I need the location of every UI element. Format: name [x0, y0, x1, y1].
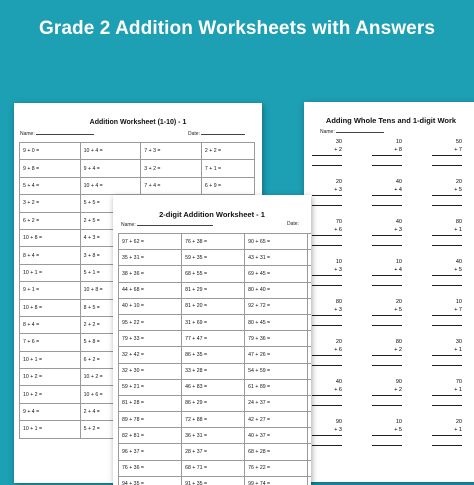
problem-cell: 10 + 4 = [80, 143, 141, 160]
addend-top: 20 [335, 179, 342, 185]
problem-cell: 10 + 2 = [20, 369, 81, 386]
sum-rule [312, 195, 342, 196]
answer-line [432, 445, 462, 446]
problem-cell: 33 + 28 = [182, 363, 245, 379]
problem-cell: 92 + 72 = [245, 298, 308, 314]
table-row [20, 177, 255, 194]
addend-top: 10 [335, 259, 342, 265]
addend-bottom: + 3 [394, 227, 402, 233]
problem-cell: 44 + 68 = [119, 282, 182, 298]
table-row [119, 331, 312, 347]
answer-line [312, 325, 342, 326]
sum-rule [312, 235, 342, 236]
vertical-problem [432, 138, 462, 166]
problem-cell: 38 + 36 = [119, 266, 182, 282]
sum-rule [312, 155, 342, 156]
sum-rule [372, 395, 402, 396]
vertical-problem [372, 418, 402, 446]
problem-cell: 5 + 8 = [80, 334, 141, 351]
problem-cell: 28 + 37 = [182, 444, 245, 460]
table-row [119, 395, 312, 411]
addend-top: 80 [395, 339, 402, 345]
problem-cell: 69 + 45 = [245, 266, 308, 282]
problem-cell: 31 + 69 = [182, 314, 245, 330]
answer-line [432, 165, 462, 166]
table-row [20, 143, 255, 160]
vertical-problem [432, 378, 462, 406]
problem-cell: 68 + 55 = [182, 266, 245, 282]
problem-cell: 35 + 31 = [119, 250, 182, 266]
problem-cell: 80 + 40 = [245, 282, 308, 298]
addend-bottom: + 7 [454, 307, 462, 313]
problem-cell: 8 + 4 = [20, 316, 81, 333]
addend-bottom: + 4 [394, 267, 402, 273]
table-row [119, 250, 312, 266]
problem-cell [308, 476, 311, 485]
vertical-problem [312, 218, 342, 246]
problem-cell: 40 + 10 = [119, 298, 182, 314]
table-row [20, 160, 255, 177]
problem-cell: 86 + 29 = [182, 395, 245, 411]
vertical-problem [312, 418, 342, 446]
addend-top: 10 [395, 259, 402, 265]
problem-cell [308, 412, 311, 428]
addend-top: 20 [395, 299, 402, 305]
sum-rule [312, 275, 342, 276]
problem-cell: 81 + 29 = [182, 282, 245, 298]
vertical-problem [432, 298, 462, 326]
problem-cell: 6 + 2 = [80, 351, 141, 368]
problem-cell: 7 + 6 = [20, 334, 81, 351]
vertical-problem [432, 338, 462, 366]
problem-cell: 32 + 42 = [119, 347, 182, 363]
addend-bottom: + 7 [454, 147, 462, 153]
sum-rule [432, 235, 462, 236]
answer-line [432, 405, 462, 406]
problem-cell [308, 250, 311, 266]
addend-bottom: + 2 [334, 147, 342, 153]
addend-top: 30 [335, 139, 342, 145]
sum-rule [312, 355, 342, 356]
addend-bottom: + 3 [334, 307, 342, 313]
problem-cell: 7 + 4 = [141, 177, 202, 194]
problem-cell: 68 + 71 = [182, 460, 245, 476]
name-label: Name: [121, 221, 213, 228]
problem-cell: 5 + 4 = [20, 177, 81, 194]
problem-cell: 7 + 1 = [201, 160, 254, 177]
problem-cell: 89 + 78 = [119, 412, 182, 428]
problem-cell: 36 + 31 = [182, 428, 245, 444]
problem-cell: 9 + 1 = [20, 282, 81, 299]
answer-line [372, 365, 402, 366]
sum-rule [372, 275, 402, 276]
table-row [119, 363, 312, 379]
page-banner-title: Grade 2 Addition Worksheets with Answers [38, 18, 436, 39]
sum-rule [372, 355, 402, 356]
vertical-problem [312, 338, 342, 366]
table-row [119, 298, 312, 314]
answer-line [432, 245, 462, 246]
problem-cell: 81 + 20 = [182, 298, 245, 314]
answer-line [372, 405, 402, 406]
problem-cell: 5 + 5 = [80, 195, 141, 212]
problem-cell: 10 + 8 = [20, 299, 81, 316]
sum-rule [432, 355, 462, 356]
problem-cell: 72 + 88 = [182, 412, 245, 428]
table-row [119, 428, 312, 444]
problem-cell: 59 + 35 = [182, 250, 245, 266]
answer-line [372, 445, 402, 446]
table-row [119, 282, 312, 298]
vertical-problem [372, 218, 402, 246]
problem-cell: 94 + 35 = [119, 476, 182, 485]
problem-cell: 9 + 4 = [20, 403, 81, 420]
problem-cell: 4 + 3 = [80, 229, 141, 246]
vertical-problem [372, 178, 402, 206]
date-label: Date: [188, 130, 245, 137]
problem-cell: 91 + 35 = [182, 476, 245, 485]
problem-cell: 76 + 38 = [182, 234, 245, 250]
addend-bottom: + 2 [394, 387, 402, 393]
problem-cell: 46 + 83 = [182, 379, 245, 395]
problem-cell [308, 282, 311, 298]
addend-bottom: + 8 [394, 147, 402, 153]
sum-rule [372, 435, 402, 436]
vertical-problem [372, 298, 402, 326]
problem-cell [308, 444, 311, 460]
vertical-problem [312, 298, 342, 326]
table-row [119, 266, 312, 282]
problem-cell: 79 + 36 = [245, 331, 308, 347]
answer-line [372, 165, 402, 166]
problem-cell: 6 + 9 = [201, 177, 254, 194]
sum-rule [372, 235, 402, 236]
problem-cell [308, 298, 311, 314]
worksheet-title: Addition Worksheet (1-10) - 1 [89, 119, 187, 126]
problem-cell: 2 + 2 = [201, 143, 254, 160]
table-row [119, 476, 312, 485]
worksheet-title: Adding Whole Tens and 1-digit Work [325, 116, 457, 125]
answer-line [432, 285, 462, 286]
problem-cell: 10 + 1 = [20, 421, 81, 438]
addend-bottom: + 5 [394, 307, 402, 313]
sum-rule [432, 275, 462, 276]
answer-line [312, 205, 342, 206]
problem-cell: 47 + 26 = [245, 347, 308, 363]
answer-line [432, 325, 462, 326]
addend-top: 80 [455, 219, 462, 225]
date-label: Date: [287, 221, 299, 227]
answer-line [372, 205, 402, 206]
addend-bottom: + 4 [394, 187, 402, 193]
problem-cell [308, 379, 311, 395]
addend-top: 90 [335, 419, 342, 425]
vertical-problem [312, 258, 342, 286]
answer-line [312, 445, 342, 446]
addend-bottom: + 2 [394, 347, 402, 353]
addend-bottom: + 1 [454, 427, 462, 433]
addend-bottom: + 5 [454, 267, 462, 273]
problem-cell: 82 + 81 = [119, 428, 182, 444]
problem-cell: 24 + 37 = [245, 395, 308, 411]
table-row [119, 444, 312, 460]
table-row [119, 234, 312, 250]
addend-top: 10 [395, 419, 402, 425]
vertical-problem [432, 178, 462, 206]
sum-rule [372, 195, 402, 196]
vertical-problem [312, 178, 342, 206]
problem-cell: 99 + 74 = [245, 476, 308, 485]
addend-bottom: + 6 [334, 387, 342, 393]
problem-cell: 2 + 5 = [80, 212, 141, 229]
problem-cell: 3 + 8 = [80, 247, 141, 264]
problem-cell: 43 + 31 = [245, 250, 308, 266]
name-label: Name: [20, 130, 94, 137]
addend-top: 50 [455, 139, 462, 145]
problem-cell: 76 + 22 = [245, 460, 308, 476]
problem-cell: 86 + 35 = [182, 347, 245, 363]
addend-top: 20 [455, 179, 462, 185]
vertical-problem [312, 378, 342, 406]
problem-cell: 42 + 27 = [245, 412, 308, 428]
addend-top: 20 [335, 339, 342, 345]
problem-cell: 76 + 36 = [119, 460, 182, 476]
answer-line [372, 285, 402, 286]
addend-bottom: + 6 [334, 227, 342, 233]
sum-rule [432, 315, 462, 316]
problem-cell: 10 + 2 = [80, 369, 141, 386]
addend-top: 30 [455, 339, 462, 345]
addend-bottom: + 5 [454, 187, 462, 193]
answer-line [312, 405, 342, 406]
problem-cell: 10 + 2 = [20, 386, 81, 403]
problem-cell [308, 428, 311, 444]
vertical-problem [432, 418, 462, 446]
answer-line [312, 285, 342, 286]
sum-rule [432, 395, 462, 396]
sum-rule [372, 155, 402, 156]
problem-cell: 10 + 1 = [20, 264, 81, 281]
addend-bottom: + 3 [334, 187, 342, 193]
addend-top: 90 [395, 379, 402, 385]
worksheet-2-digit-addition [113, 195, 311, 485]
vertical-problem [372, 138, 402, 166]
problem-cell: 9 + 8 = [20, 160, 81, 177]
worksheet-title: 2-digit Addition Worksheet - 1 [159, 210, 265, 219]
problem-cell: 61 + 89 = [245, 379, 308, 395]
addend-top: 10 [395, 139, 402, 145]
addend-top: 10 [455, 299, 462, 305]
problem-cell [308, 266, 311, 282]
problem-cell: 32 + 30 = [119, 363, 182, 379]
vertical-problem [372, 258, 402, 286]
table-row [119, 347, 312, 363]
sum-rule [432, 195, 462, 196]
problem-cell: 79 + 33 = [119, 331, 182, 347]
answer-line [432, 365, 462, 366]
problem-cell: 10 + 1 = [20, 351, 81, 368]
problem-cell [308, 363, 311, 379]
answer-line [312, 365, 342, 366]
problem-cell: 54 + 59 = [245, 363, 308, 379]
addend-top: 40 [395, 179, 402, 185]
problem-cell [308, 347, 311, 363]
problem-cell: 7 + 3 = [141, 143, 202, 160]
problem-cell: 10 + 8 = [80, 282, 141, 299]
addend-bottom: + 5 [394, 427, 402, 433]
problem-cell: 10 + 4 = [80, 177, 141, 194]
addend-bottom: + 1 [454, 387, 462, 393]
table-row [119, 379, 312, 395]
problem-cell [308, 331, 311, 347]
problem-cell: 10 + 6 = [80, 386, 141, 403]
addend-bottom: + 3 [334, 267, 342, 273]
answer-line [432, 205, 462, 206]
problem-cell: 59 + 21 = [119, 379, 182, 395]
worksheet-tens-ones [304, 102, 474, 482]
problem-table [118, 233, 311, 485]
answer-line [312, 245, 342, 246]
sum-rule [372, 315, 402, 316]
problem-cell: 95 + 22 = [119, 314, 182, 330]
problem-cell: 2 + 4 = [80, 403, 141, 420]
problem-cell: 80 + 45 = [245, 314, 308, 330]
addend-bottom: + 6 [334, 347, 342, 353]
problem-cell [308, 234, 311, 250]
problem-cell: 3 + 2 = [20, 195, 81, 212]
problem-cell: 97 + 62 = [119, 234, 182, 250]
vertical-problem [432, 258, 462, 286]
addend-top: 80 [335, 299, 342, 305]
problem-cell: 2 + 2 = [80, 316, 141, 333]
problem-cell: 8 + 4 = [20, 247, 81, 264]
answer-line [312, 165, 342, 166]
sum-rule [432, 155, 462, 156]
problem-cell: 77 + 47 = [182, 331, 245, 347]
addend-bottom: + 1 [454, 347, 462, 353]
sum-rule [312, 435, 342, 436]
addend-top: 40 [335, 379, 342, 385]
addend-top: 70 [455, 379, 462, 385]
sum-rule [432, 435, 462, 436]
problem-cell: 9 + 0 = [20, 143, 81, 160]
answer-line [372, 325, 402, 326]
addend-top: 40 [395, 219, 402, 225]
sum-rule [312, 395, 342, 396]
addend-top: 20 [455, 419, 462, 425]
problem-cell: 5 + 1 = [80, 264, 141, 281]
vertical-problem [372, 378, 402, 406]
vertical-problem [312, 138, 342, 166]
problem-cell: 68 + 28 = [245, 444, 308, 460]
problem-cell: 40 + 37 = [245, 428, 308, 444]
problem-cell: 81 + 28 = [119, 395, 182, 411]
problem-cell: 10 + 8 = [20, 229, 81, 246]
sum-rule [312, 315, 342, 316]
addend-top: 70 [335, 219, 342, 225]
addend-bottom: + 3 [334, 427, 342, 433]
answer-line [372, 245, 402, 246]
problem-cell: 90 + 65 = [245, 234, 308, 250]
problem-cell [308, 395, 311, 411]
table-row [119, 314, 312, 330]
addend-top: 40 [455, 259, 462, 265]
problem-cell [308, 314, 311, 330]
problem-cell: 8 + 5 = [80, 299, 141, 316]
name-label: Name: [320, 128, 384, 135]
problem-cell: 9 + 4 = [80, 160, 141, 177]
problem-cell: 96 + 37 = [119, 444, 182, 460]
vertical-problem [372, 338, 402, 366]
problem-cell: 6 + 2 = [20, 212, 81, 229]
problem-cell: 5 + 2 = [80, 421, 141, 438]
table-row [119, 412, 312, 428]
vertical-problem [432, 218, 462, 246]
problem-cell: 3 + 2 = [141, 160, 202, 177]
addend-bottom: + 1 [454, 227, 462, 233]
